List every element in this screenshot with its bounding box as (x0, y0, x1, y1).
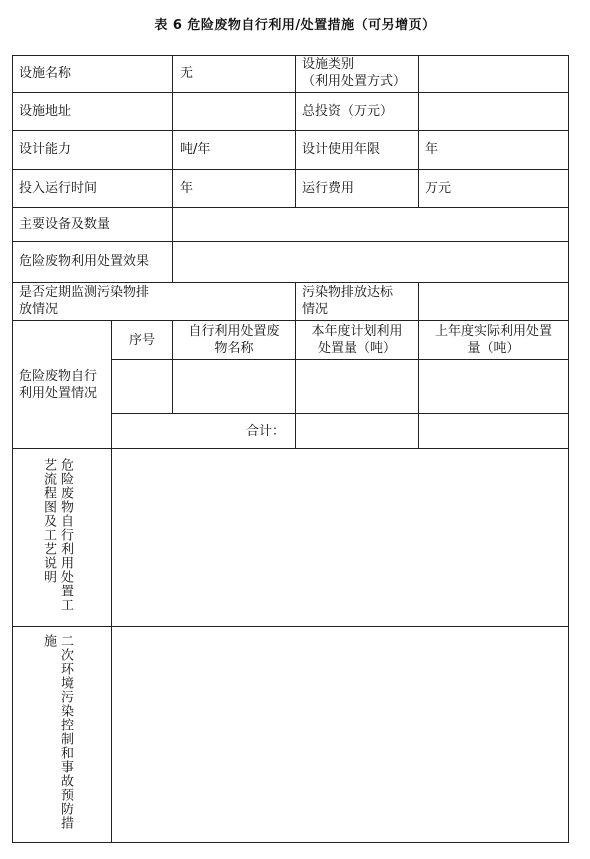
operation-cost-label: 运行费用 (302, 181, 355, 196)
facility-address-label: 设施地址 (19, 104, 72, 119)
row-divider (111, 359, 569, 360)
facility-name-value: 无 (180, 66, 194, 81)
design-capacity-label: 设计能力 (19, 142, 72, 157)
row-divider (12, 130, 569, 131)
operation-time-unit: 年 (180, 181, 194, 196)
row-divider (12, 241, 569, 242)
col-divider (418, 282, 419, 321)
emission-standard-label-sub: 情况 (302, 302, 329, 317)
design-capacity-unit: 吨/年 (180, 142, 211, 157)
row-divider (12, 320, 569, 321)
secondary-label-col-2: 施 (41, 634, 56, 648)
col-header-plan: 本年度计划利用 (311, 324, 403, 339)
main-equipment-label: 主要设备及数量 (19, 217, 111, 232)
total-investment-label: 总投资（万元） (302, 104, 394, 119)
col-divider (172, 55, 173, 208)
table-border-left (12, 55, 13, 843)
secondary-label-col-1: 二次环境污染控制和事故预防措 (58, 634, 73, 830)
row-divider (12, 207, 569, 208)
operation-time-label: 投入运行时间 (19, 181, 98, 196)
section-label-sub: 利用处置情况 (19, 386, 98, 401)
row-divider (12, 626, 569, 627)
effect-label: 危险废物利用处置效果 (19, 254, 150, 269)
monitoring-label: 是否定期监测污染物排 (19, 285, 150, 300)
col-header-actual: 上年度实际利用处置 (434, 324, 552, 339)
col-header-actual-sub: 量（吨） (467, 341, 520, 356)
col-header-name-sub: 物名称 (214, 341, 254, 356)
row-divider (12, 92, 569, 93)
col-divider (295, 55, 296, 208)
col-header-plan-sub: 处置量（吨） (317, 341, 396, 356)
process-label (40, 458, 74, 622)
operation-cost-unit: 万元 (425, 181, 452, 196)
design-life-unit: 年 (425, 142, 439, 157)
emission-standard-label: 污染物排放达标 (302, 285, 394, 300)
facility-type-label: 设施类别 (302, 57, 355, 72)
table-border-top (12, 55, 569, 56)
row-divider (12, 282, 569, 283)
col-divider (111, 448, 112, 843)
monitoring-label-sub: 放情况 (19, 302, 59, 317)
table-title: 表 6 危险废物自行利用/处置措施（可另增页） (154, 18, 436, 33)
row-divider (111, 413, 569, 414)
col-header-seq: 序号 (128, 333, 155, 348)
row-divider (12, 448, 569, 449)
col-header-name: 自行利用处置废 (188, 324, 280, 339)
secondary-pollution-label (40, 634, 74, 839)
table-border-bottom (12, 842, 569, 843)
process-label-col-2: 艺流程图及工艺说明 (41, 458, 56, 584)
section-label: 危险废物自行 (19, 369, 98, 384)
table-border-right (568, 55, 569, 843)
col-divider (418, 55, 419, 208)
total-label: 合计： (246, 424, 286, 439)
process-label-col-1: 危险废物自行利用处置工 (58, 458, 73, 612)
col-divider (295, 282, 296, 321)
facility-type-label-sub: （利用处置方式） (302, 74, 407, 89)
facility-name-label: 设施名称 (19, 66, 72, 81)
row-divider (12, 169, 569, 170)
col-divider (172, 207, 173, 283)
design-life-label: 设计使用年限 (302, 142, 381, 157)
